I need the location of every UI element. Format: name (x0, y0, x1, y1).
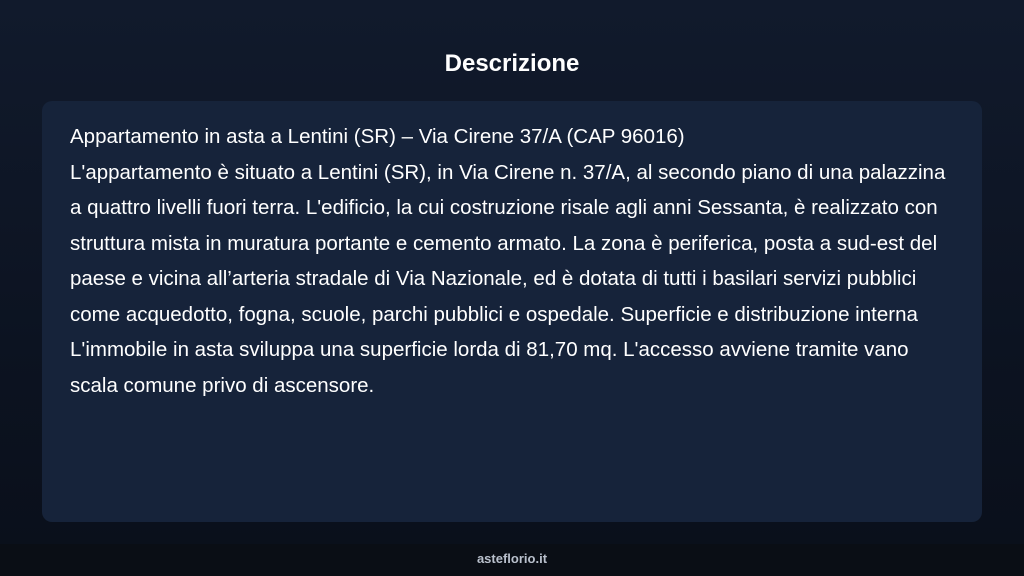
description-text: Appartamento in asta a Lentini (SR) – Via Cirene 37/A (CAP 96016) L'appartamento è situato a Lentini (SR), in Via Cirene n. 37/A, al secondo piano di una palazzina a quattro livelli fuori terra. L'edificio, la cui costruzione risale agli anni Sessanta, è realizzato con struttura mista in muratura portante e cemento armato. La zona è periferica, posta a sud-est del paese e vicina all’arteria stradale di Via Nazionale, ed è dotata di tutti i basilari servizi pubblici come acquedotto, fogna, scuole, parchi pubblici e ospedale. Superficie e distribuzione interna L'immobile in asta sviluppa una superficie lorda di 81,70 mq. L'accesso avviene tramite vano scala comune privo di ascensore. (70, 125, 946, 397)
page-title: Descrizione (444, 50, 580, 77)
description-card (42, 101, 982, 522)
footer-site-label: asteflorio.it (0, 544, 1024, 576)
